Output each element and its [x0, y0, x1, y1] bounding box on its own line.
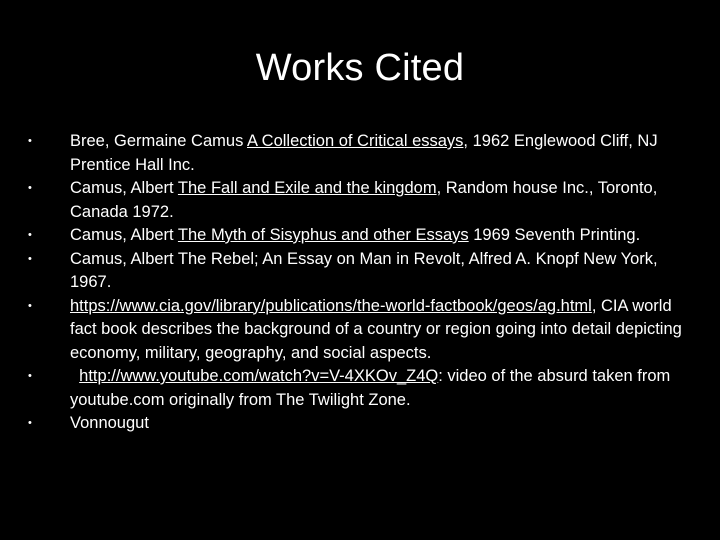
citation-item [28, 365, 690, 412]
citation-author: Bree, Germaine Camus [70, 132, 247, 150]
citation-lead-space [70, 367, 79, 385]
citation-text: Vonnougut [70, 414, 149, 432]
bullet-icon: • [28, 417, 32, 429]
youtube-video-link[interactable]: http://www.youtube.com/watch?v=V-4XKOv_Z4Q [79, 367, 439, 385]
bullet-icon: • [28, 182, 32, 194]
citation-item [28, 224, 690, 248]
citation-details: , CIA world fact book describes the background of a country or region going into detail depicting economy, military, geography, and social aspects. [70, 296, 682, 362]
bullet-icon: • [28, 252, 32, 265]
citation-item [28, 412, 690, 436]
citation-details: , 1962 Englewood Cliff, NJ Prentice Hall Inc. [70, 132, 658, 174]
citation-item [28, 248, 690, 295]
cia-factbook-link[interactable]: https://www.cia.gov/library/publications/the-world-factbook/geos/ag.html [70, 296, 592, 315]
citation-details: 1969 Seventh Printing. [468, 226, 641, 244]
works-cited-list [28, 130, 690, 436]
citation-title: A Collection of Critical essays [247, 132, 464, 150]
bullet-icon: • [28, 299, 32, 312]
citation-author: Camus, Albert [70, 179, 178, 197]
bullet-icon: • [28, 135, 32, 147]
citation-author: Camus, Albert [70, 226, 178, 244]
citation-title: The Fall and Exile and the kingdom [177, 179, 437, 197]
citation-item [28, 177, 690, 224]
citation-details: , Random house Inc., Toronto, Canada 1972. [70, 179, 658, 221]
citation-item [28, 295, 690, 366]
bullet-icon: • [28, 370, 32, 382]
slide-title: Works Cited [255, 47, 465, 90]
citation-text: Camus, Albert The Rebel; An Essay on Man in Revolt, Alfred A. Knopf New York, 1967. [70, 249, 658, 291]
citation-details: : video of the absurd taken from youtube.com originally from The Twilight Zone. [70, 367, 671, 409]
citation-item [28, 130, 690, 177]
citation-title: The Myth of Sisyphus and other Essays [177, 226, 469, 244]
bullet-icon: • [28, 229, 32, 241]
